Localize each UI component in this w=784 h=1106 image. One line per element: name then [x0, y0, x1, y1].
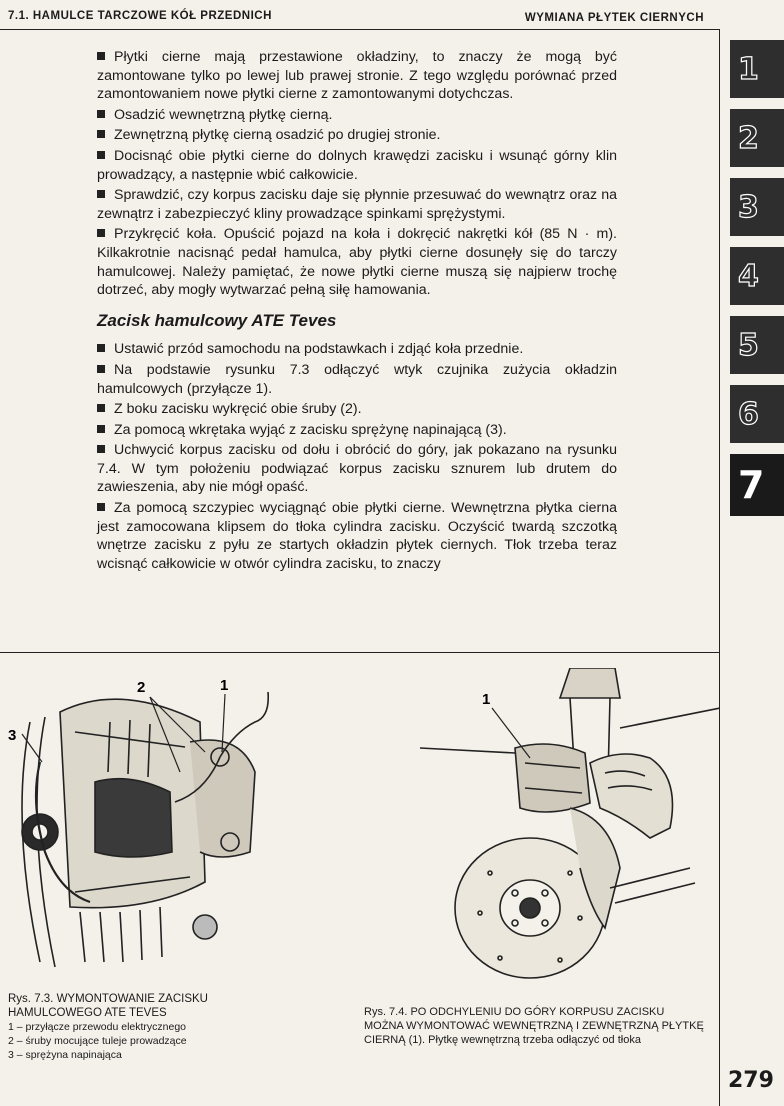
section-title: Zacisk hamulcowy ATE Teves	[97, 310, 337, 330]
chapter-tab-2[interactable]: 2	[730, 109, 784, 167]
figure-7-3-caption	[8, 992, 258, 1062]
header-rule	[0, 29, 720, 30]
bullet-icon	[97, 130, 105, 138]
figure-7-4-caption: Rys. 7.4. PO ODCHYLENIU DO GÓRY KORPUSU ZACISKU MOŻNA WYMONTOWAĆ WEWNĘTRZNĄ I ZEWNĘTRZNĄ PŁYTKĘ CIERNĄ (1). Płytkę wewnętrzną trzeba odłączyć od tłoka	[364, 1006, 704, 1046]
paragraph: Za pomocą szczypiec wyciągnąć obie płytki cierne. Wewnętrzna płytka cierna jest zamocowana klipsem do tłoka cylindra zacisku. Oczyścić twardą szczotką wnętrze zacisku z pyłu ze startych okładzin płytek ciernych. Tłok trzeba teraz wcisnąć całkowicie w otwór cylindra zacisku, to znaczy	[97, 500, 617, 572]
figure-divider	[0, 652, 720, 653]
bullet-icon	[97, 425, 105, 433]
bullet-icon	[97, 404, 105, 412]
paragraph: Docisnąć obie płytki cierne do dolnych krawędzi zacisku i wsunąć górny klin prowadzący, a następnie wbić całkowicie.	[97, 147, 617, 183]
callout-1: 1	[220, 677, 229, 694]
paragraph: Płytki cierne mają przestawione okładziny, to znaczy że mogą być zamontowane tylko po lewej lub prawej stronie. Z tego względu porównać przed zamontowaniem nowe płytki cierne z zamontowanymi dotychczas.	[97, 49, 617, 103]
paragraph: Uchwycić korpus zacisku od dołu i obrócić do góry, jak pokazano na rysunku 7.4. W tym położeniu podwiązać korpus zacisku sznurem lub drutem do zawieszenia, aby nie mógł opaść.	[97, 442, 617, 496]
caption-item: 1 – przyłącze przewodu elektrycznego	[8, 1021, 187, 1033]
bullet-icon	[97, 503, 105, 511]
body-text	[97, 48, 617, 575]
paragraph: Osadzić wewnętrzną płytkę cierną.	[97, 106, 617, 125]
bullet-icon	[97, 190, 105, 198]
paragraph: Za pomocą wkrętaka wyjąć z zacisku sprężynę napinającą (3).	[97, 421, 617, 440]
bullet-icon	[97, 445, 105, 453]
caption-title: Rys. 7.3. WYMONTOWANIE ZACISKU HAMULCOWEGO ATE TEVES	[8, 993, 208, 1019]
callout-1: 1	[482, 691, 491, 708]
bullet-icon	[97, 151, 105, 159]
page-number: 279	[728, 1068, 774, 1093]
bullet-icon	[97, 365, 105, 373]
paragraph: Na podstawie rysunku 7.3 odłączyć wtyk czujnika zużycia okładzin hamulcowych (przyłącze 1).	[97, 361, 617, 397]
paragraph: Przykręcić koła. Opuścić pojazd na koła i dokręcić nakrętki kół (85 N · m). Kilkakrotnie nacisnąć pedał hamulca, aby płytki cierne dosunęły się do tarczy hamulcowej. Należy pamiętać, że nowe płytki cierne muszą się najpierw trochę dotrzeć, aby mogły wytwarzać pełną siłę hamowania.	[97, 226, 617, 299]
callout-3: 3	[8, 727, 17, 744]
chapter-tab-1[interactable]: 1	[730, 40, 784, 98]
figure-7-4-caliper-tilted-illustration	[420, 668, 720, 988]
paragraph: Sprawdzić, czy korpus zacisku daje się płynnie przesuwać do wewnątrz oraz na zewnątrz i zabezpieczyć kliny prowadzące spinkami sprężystymi.	[97, 187, 617, 222]
chapter-tabs	[730, 40, 784, 527]
bullet-icon	[97, 229, 105, 237]
chapter-tab-7-active[interactable]: 7	[730, 454, 784, 516]
chapter-tab-3[interactable]: 3	[730, 178, 784, 236]
caption-item: 3 – sprężyna napinająca	[8, 1049, 122, 1061]
chapter-tab-6[interactable]: 6	[730, 385, 784, 443]
running-header-left: 7.1. HAMULCE TARCZOWE KÓŁ PRZEDNICH	[8, 10, 272, 22]
running-header-right: WYMIANA PŁYTEK CIERNYCH	[524, 12, 704, 24]
paragraph: Ustawić przód samochodu na podstawkach i zdjąć koła przednie.	[97, 340, 617, 359]
chapter-tab-5[interactable]: 5	[730, 316, 784, 374]
paragraph: Zewnętrzną płytkę cierną osadzić po drugiej stronie.	[97, 126, 617, 145]
callout-2: 2	[137, 679, 146, 696]
bullet-icon	[97, 52, 105, 60]
bullet-icon	[97, 110, 105, 118]
chapter-tab-4[interactable]: 4	[730, 247, 784, 305]
bullet-icon	[97, 344, 105, 352]
paragraph: Z boku zacisku wykręcić obie śruby (2).	[97, 400, 617, 419]
figure-7-3-caliper-illustration	[0, 662, 360, 982]
caption-item: 2 – śruby mocujące tuleje prowadzące	[8, 1035, 187, 1047]
